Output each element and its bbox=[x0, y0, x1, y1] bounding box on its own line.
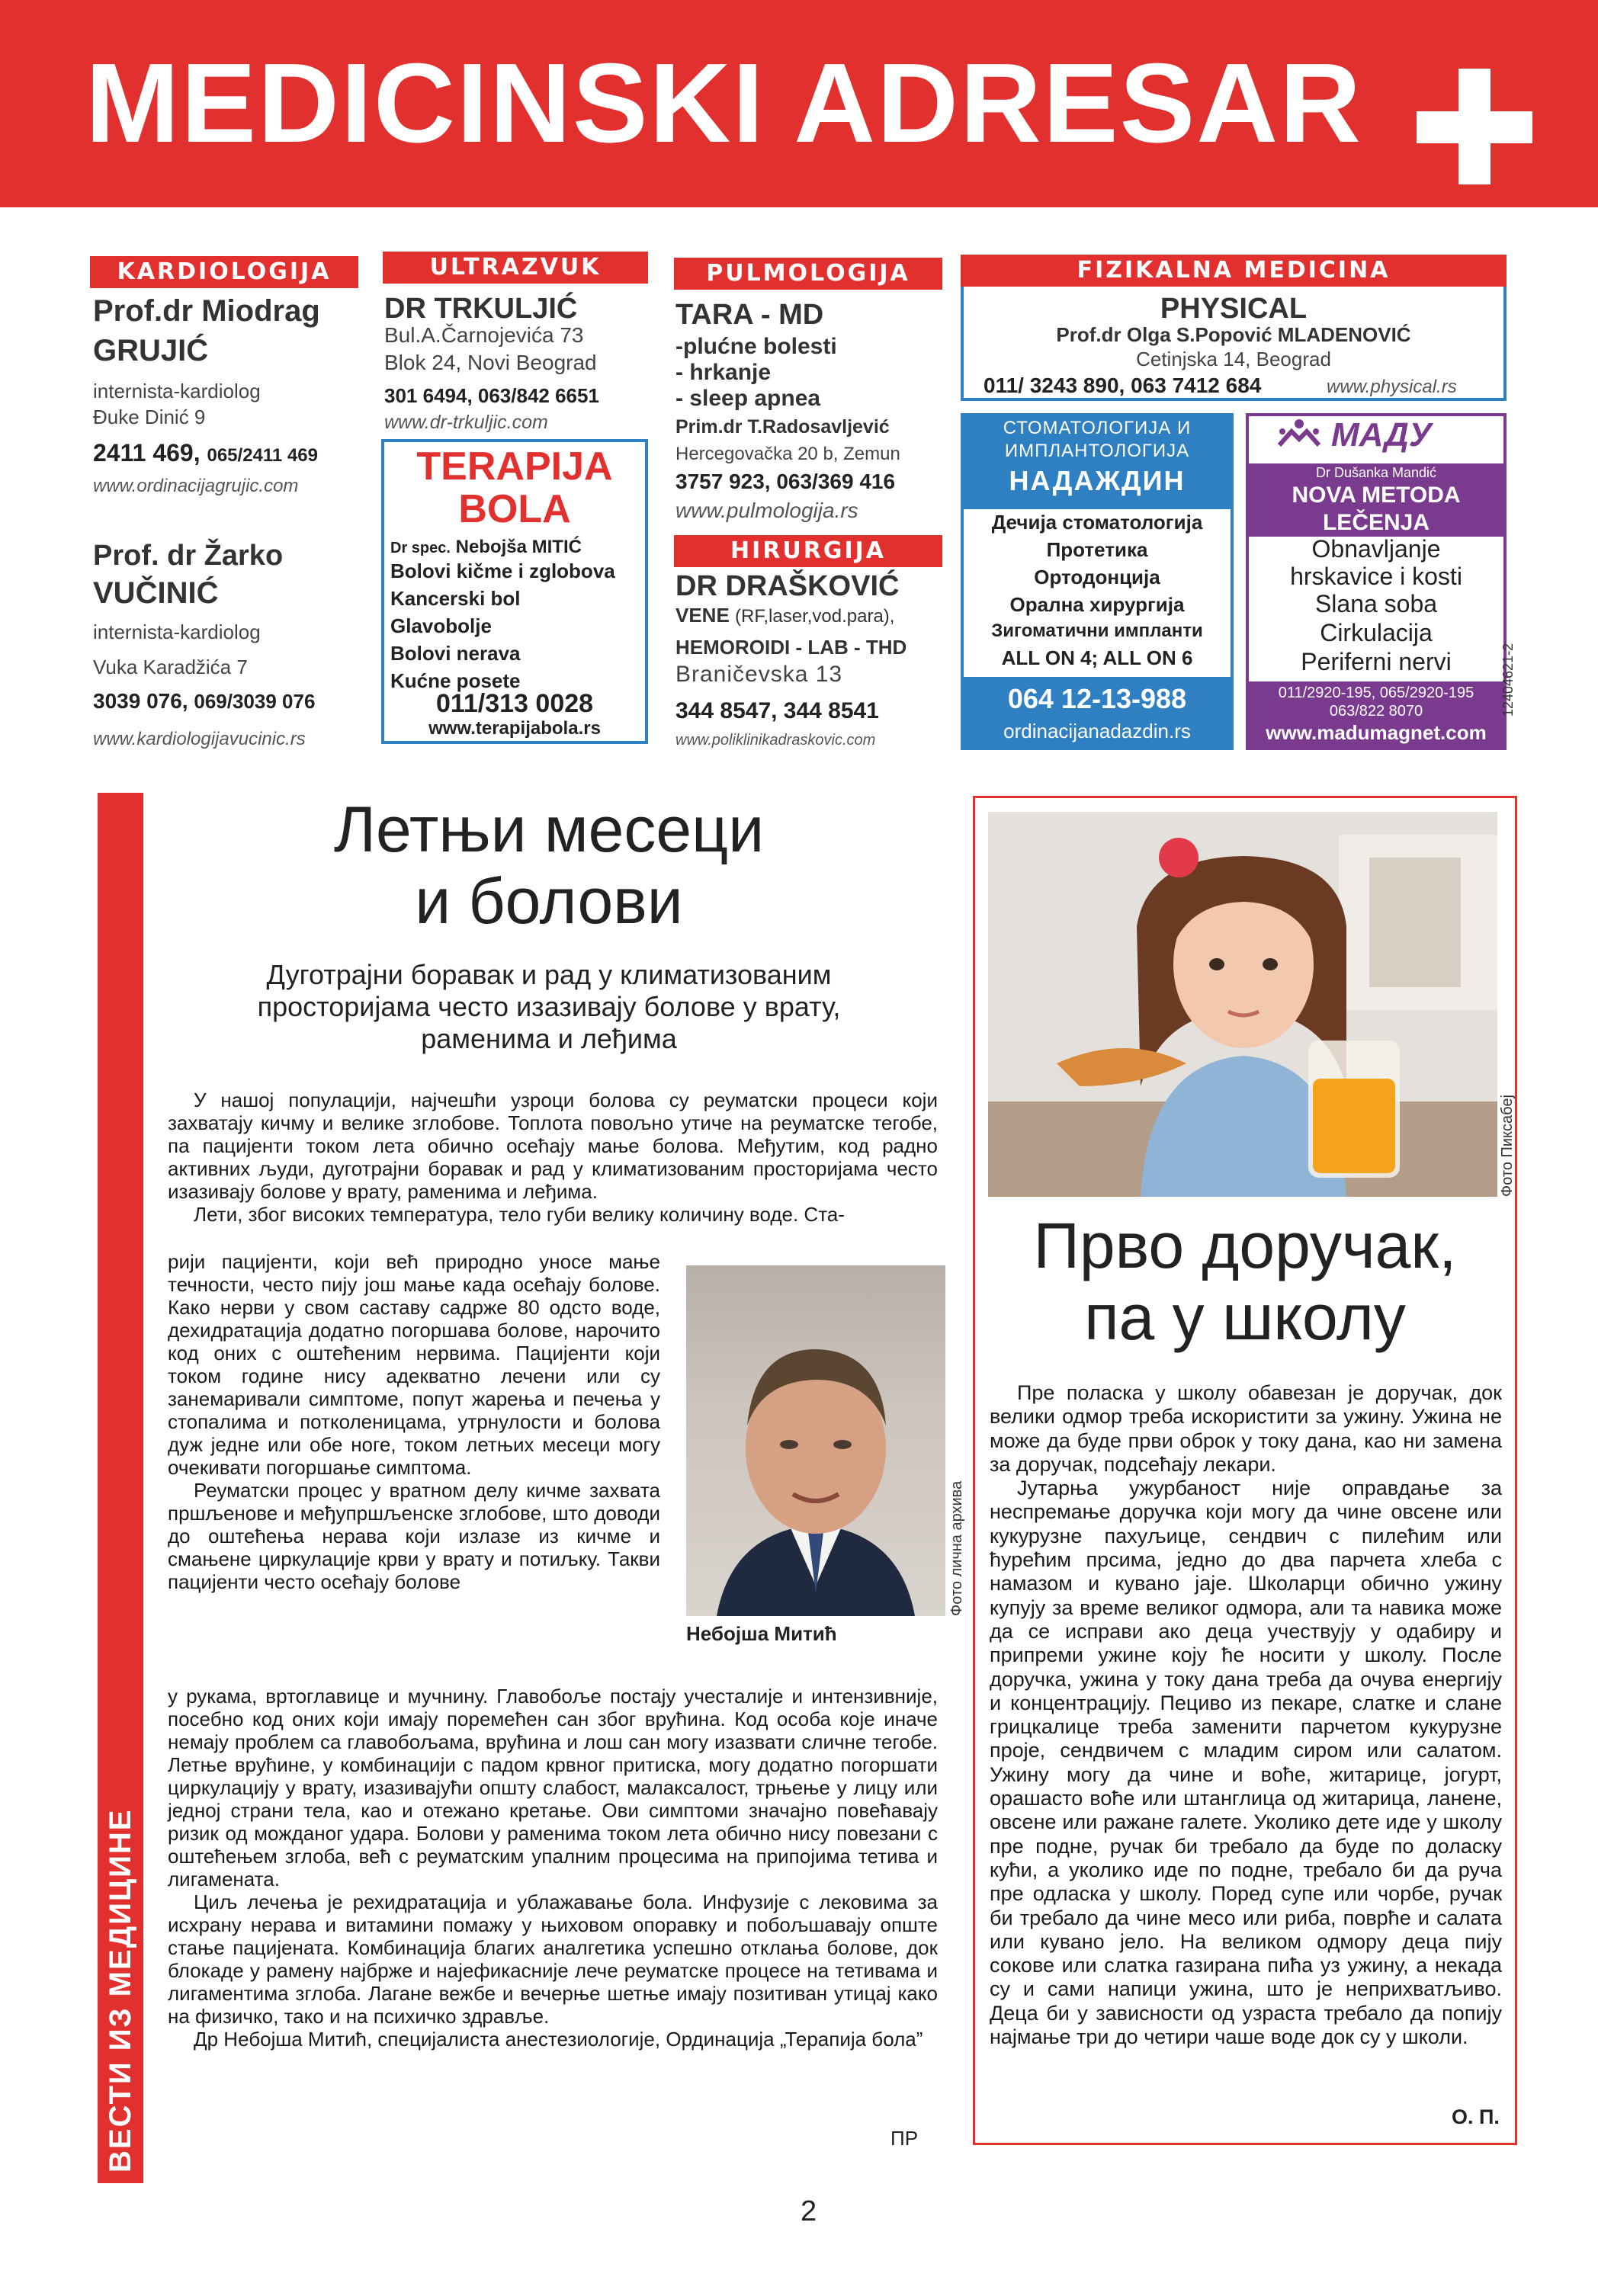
hirurgija-phone: 344 8547, 344 8541 bbox=[675, 698, 879, 723]
article1-lead-1: Дуготрајни боравак и рад у климатизованим bbox=[266, 959, 832, 990]
doctor-vucinic-spec: internista-kardiolog bbox=[93, 620, 261, 643]
category-kardiologija: KARDIOLOGIJA bbox=[90, 256, 358, 288]
terapija-title-1: TERAPIJA bbox=[416, 444, 613, 489]
article1-title-2: и болови bbox=[415, 865, 683, 937]
nadazdin-item: ALL ON 4; ALL ON 6 bbox=[1001, 646, 1193, 669]
doctor-vucinic-address: Vuka Karadžića 7 bbox=[93, 656, 248, 678]
madu-web: www.madumagnet.com bbox=[1266, 721, 1487, 744]
article1-body-wrap bbox=[168, 1250, 660, 1593]
nadazdin-item: Зигоматични импланти bbox=[991, 620, 1203, 641]
terapija-item: Kućne posete bbox=[390, 669, 521, 692]
madu-item: Periferni nervi bbox=[1301, 648, 1452, 675]
doctor-vucinic-title: Prof. dr Žarko bbox=[93, 540, 284, 572]
terapija-web: www.terapijabola.rs bbox=[428, 718, 601, 739]
article1-paragraph: Др Небојша Митић, специјалиста анестезиологије, Ординација „Терапија бола” bbox=[194, 2028, 923, 2051]
portrait-photo-caption: Небојша Митић bbox=[686, 1622, 837, 1645]
nadazdin-name: НАДАЖДИН bbox=[1009, 465, 1186, 496]
pulmologija-item: - hrkanje bbox=[675, 360, 772, 385]
doctor-grujic-phone: 2411 469, 065/2411 469 bbox=[93, 439, 318, 467]
physical-name: PHYSICAL bbox=[1160, 293, 1308, 325]
article1-body-bottom bbox=[168, 1685, 938, 2051]
hirurgija-vene: VENE (RF,laser,vod.para), bbox=[675, 604, 895, 627]
physical-address: Cetinjska 14, Beograd bbox=[1136, 348, 1331, 370]
pulmologija-name: TARA - MD bbox=[675, 299, 824, 331]
nadazdin-line2: ИМПЛАНТОЛОГИЈА bbox=[1004, 441, 1190, 461]
portrait-photo bbox=[686, 1265, 945, 1616]
terapija-item: Bolovi kičme i zglobova bbox=[390, 560, 615, 582]
article1-paragraph: Циљ лечења је рехидратација и ублажавање бола. Инфузије с лековима за исхрану нерава и витамини помажу у њиховом опоравку и побољшавају опште стање пацијената. Комбинација благих аналгетика успешно отклања болове, док блокаде у рамену најбрже и најефикасније лече реуматске процесе на тетивама и лигаментима зглоба. Лагане вежбе и вечерње шетње имају позитиван утицај како на физичко, тако и на психичко здравље. bbox=[168, 1890, 938, 2028]
article2-title-1: Прво доручак, bbox=[1033, 1210, 1457, 1281]
portrait-photo-credit: Фото лична архива bbox=[948, 1480, 965, 1616]
section-label: ВЕСТИ ИЗ МЕДИЦИНЕ bbox=[104, 1808, 137, 2173]
category-hirurgija: HIRURGIJA bbox=[674, 535, 942, 567]
article1-lead-3: раменима и леђима bbox=[421, 1023, 677, 1054]
plus-icon-vertical bbox=[1458, 69, 1491, 184]
article1-paragraph: Реуматски процес у вратном делу кичме захвата пршљенове и међупршљенске зглобове, што доводи до оштећења нерава који излазе из кичме и смањене циркулације крви у врату и потиљку. Такви пацијенти често осећају болове bbox=[168, 1479, 660, 1593]
pulmologija-address: Hercegovačka 20 b, Zemun bbox=[675, 444, 900, 464]
article1-paragraph: У нашој популацији, најчешћи узроци болова су реуматски процеси који захватају кичму и велике зглобове. Топлота повољно утиче на реуматске тегобе, па пацијенти током лета обично осећају мање болова. Међутим, код радно активних људи, дуготрајни боравак и рад у климатизованим просторијама често изазивају болове у врату, раменима и леђима. bbox=[168, 1089, 938, 1203]
article2-paragraph: Јутарња ужурбаност није оправдање за неспремање доручка који могу да чине овсене или кукурузне пахуљице, сендвич с пилећим или ћурећим прсима, једно до два парчета хлеба с намазом и кувано јаје. Школарци обично ужину купују за време великог одмора, али та навика може да се исправи ако деца учествују у одабиру и припреми ужине коју ће носити у школу. После доручка, ужина у току дана треба да очува енергију и концентрацију. Пециво из пекаре, слатке и слане грицкалице треба заменити парчетом кукурузне проје, сендвичем с младим сиром или салатом. Ужину могу да чине и воће, житарице, јогурт, орашасто воће или штанглица од житарица, ланене, овсене или ражане галете. Уколико дете иде у школу пре подне, ручак би требало да буде по доласку кући, а уколико иде по подне, требало би да руча пре одласка у школу. Поред супе или чорбе, ручак би требало да чине месо или риба, поврће и салата или кувано јело. На великом одмору деца пију сокове или слатка газирана пића уз ужину, а некада су и сами напици ужина, што је неприхватљиво. Деца би у зависности од узраста требало да попију најмање три до четири чаше воде док су у школи. bbox=[990, 1477, 1502, 2049]
category-pulmologija: PULMOLOGIJA bbox=[674, 258, 942, 290]
article2-paragraph: Пре поласка у школу обавезан је доручак, док велики одмор треба искористити за ужину. Ужина не може да буде први оброк у току дана, као ни замена за доручак, подсећају лекари. bbox=[990, 1381, 1502, 1476]
madu-phone-2: 063/822 8070 bbox=[1329, 703, 1423, 720]
terapija-title-2: BOLA bbox=[458, 487, 571, 531]
madu-logo: МАДУ bbox=[1331, 416, 1432, 454]
article1-signature: ПР bbox=[890, 2127, 919, 2150]
hirurgija-line2: HEMOROIDI - LAB - THD bbox=[675, 636, 907, 659]
category-ultrazvuk: ULTRAZVUK bbox=[383, 252, 648, 284]
ad-code: 12404621-2 bbox=[1500, 643, 1516, 717]
pulmologija-web: www.pulmologija.rs bbox=[675, 499, 858, 522]
madu-item: Cirkulacija bbox=[1320, 619, 1433, 646]
physical-web: www.physical.rs bbox=[1327, 377, 1457, 397]
article2-title-2: па у школу bbox=[1084, 1281, 1406, 1353]
doctor-vucinic-phone: 3039 076, 069/3039 076 bbox=[93, 689, 316, 713]
pulmologija-item: - sleep apnea bbox=[675, 386, 821, 411]
article1-paragraph: у рукама, вртоглавице и мучнину. Главобоље постају учесталије и интензивније, посебно код оних који имају поремећен сан због врућина. Код особа које иначе немају проблем са главобољама, врућина и лош сан могу изазвати сличне тегобе. Летње врућине, у комбинацији с падом крвног притиска, могу додатно погоршати циркулацију у врату, изазивајући општу слабост, малаксалост, трњење у лицу или једној страни тела, као и отежано кретање. Ови симптоми значајно повећавају ризик од можданог удара. Болови у раменима током лета обично нису повезани с оштећењем зглоба, већ с реуматским упалним процесима на припојима тетива и лигамената. bbox=[168, 1685, 938, 1890]
article2-signature: О. П. bbox=[1452, 2105, 1500, 2128]
breakfast-photo bbox=[988, 812, 1497, 1197]
article1-body-top bbox=[168, 1089, 938, 1226]
pulmologija-phone: 3757 923, 063/369 416 bbox=[675, 470, 896, 493]
madu-logo-icon bbox=[1275, 418, 1324, 451]
terapija-doctor: Dr spec. Nebojša MITIĆ bbox=[390, 537, 582, 557]
doctor-grujic-address: Đuke Dinić 9 bbox=[93, 406, 206, 428]
terapija-phone: 011/313 0028 bbox=[435, 689, 594, 718]
trkuljic-address-2: Blok 24, Novi Beograd bbox=[384, 351, 597, 374]
trkuljic-name: DR TRKULJIĆ bbox=[384, 293, 578, 325]
nadazdin-web: ordinacijanadazdin.rs bbox=[1003, 720, 1191, 742]
doctor-vucinic-surname: VUČINIĆ bbox=[93, 576, 219, 610]
nadazdin-item: Орална хирургија bbox=[1009, 593, 1185, 616]
madu-title-1: NOVA METODA bbox=[1246, 482, 1507, 509]
terapija-item: Glavobolje bbox=[390, 614, 492, 637]
physical-phone: 011/ 3243 890, 063 7412 684 bbox=[984, 374, 1262, 397]
terapija-item: Bolovi nerava bbox=[390, 642, 521, 665]
nadazdin-phone: 064 12-13-988 bbox=[1007, 683, 1187, 714]
article1-paragraph: Лети, због високих температура, тело губи велику количину воде. Ста- bbox=[194, 1203, 845, 1226]
doctor-grujic-title: Prof.dr Miodrag bbox=[93, 294, 320, 328]
trkuljic-web: www.dr-trkuljic.com bbox=[384, 412, 548, 433]
physical-doctor: Prof.dr Olga S.Popović MLADENOVIĆ bbox=[1056, 323, 1411, 346]
article2-body bbox=[990, 1381, 1502, 2049]
doctor-vucinic-web: www.kardiologijavucinic.rs bbox=[93, 729, 306, 749]
hirurgija-web: www.poliklinikadraskovic.com bbox=[675, 732, 876, 749]
madu-item: Slana soba bbox=[1314, 590, 1438, 617]
nadazdin-item: Ортодонција bbox=[1034, 566, 1160, 588]
madu-item: Obnavljanje bbox=[1311, 535, 1441, 563]
nadazdin-item: Дечија стоматологија bbox=[991, 511, 1203, 534]
doctor-grujic-web: www.ordinacijagrujic.com bbox=[93, 476, 299, 496]
hirurgija-name: DR DRAŠKOVIĆ bbox=[675, 570, 900, 602]
nadazdin-item: Протетика bbox=[1046, 538, 1148, 561]
madu-doctor: Dr Dušanka Mandić bbox=[1246, 463, 1507, 482]
madu-title-2: LEČENJA bbox=[1246, 509, 1507, 537]
pulmologija-item: -plućne bolesti bbox=[675, 334, 837, 359]
trkuljic-address-1: Bul.A.Čarnojevića 73 bbox=[384, 323, 584, 347]
pulmologija-doctor: Prim.dr T.Radosavljević bbox=[675, 416, 890, 438]
trkuljic-phone: 301 6494, 063/842 6651 bbox=[384, 384, 599, 407]
page-number: 2 bbox=[801, 2195, 817, 2227]
nadazdin-line1: СТОМАТОЛОГИЈА И bbox=[1003, 418, 1192, 438]
doctor-grujic-spec: internista-kardiolog bbox=[93, 380, 261, 402]
terapija-item: Kancerski bol bbox=[390, 587, 521, 610]
article1-title-1: Летњи месеци bbox=[333, 794, 765, 865]
article1-lead-2: просторијама често изазивају болове у врату, bbox=[257, 991, 841, 1022]
breakfast-photo-credit: Фото Пиксабеј bbox=[1499, 1095, 1516, 1197]
madu-item: hrskavice i kosti bbox=[1290, 563, 1462, 590]
doctor-grujic-surname: GRUJIĆ bbox=[93, 334, 209, 367]
category-fizikalna-medicina: FIZIKALNA MEDICINA bbox=[961, 255, 1507, 287]
hirurgija-address: Braničevska 13 bbox=[675, 662, 843, 687]
header-title: MEDICINSKI ADRESAR bbox=[85, 40, 1363, 166]
madu-phone-1: 011/2920-195, 065/2920-195 bbox=[1278, 685, 1474, 701]
article1-paragraph: рији пацијенти, који већ природно уносе мање течности, често пију још мање када осећају болове. Како нерви у свом саставу садрже 80 одсто воде, дехидратација додатно погоршава болове, нарочито код оних с оштећеним нервима. Пацијенти који током године нису адекватно лечени или су занемаривали симптоме, попут жарења и печења у стопалима и потколеницама, утрнулости и болова дуж једне или обе ноге, током летњих месеци могу очекивати погоршање симптома. bbox=[168, 1250, 660, 1479]
